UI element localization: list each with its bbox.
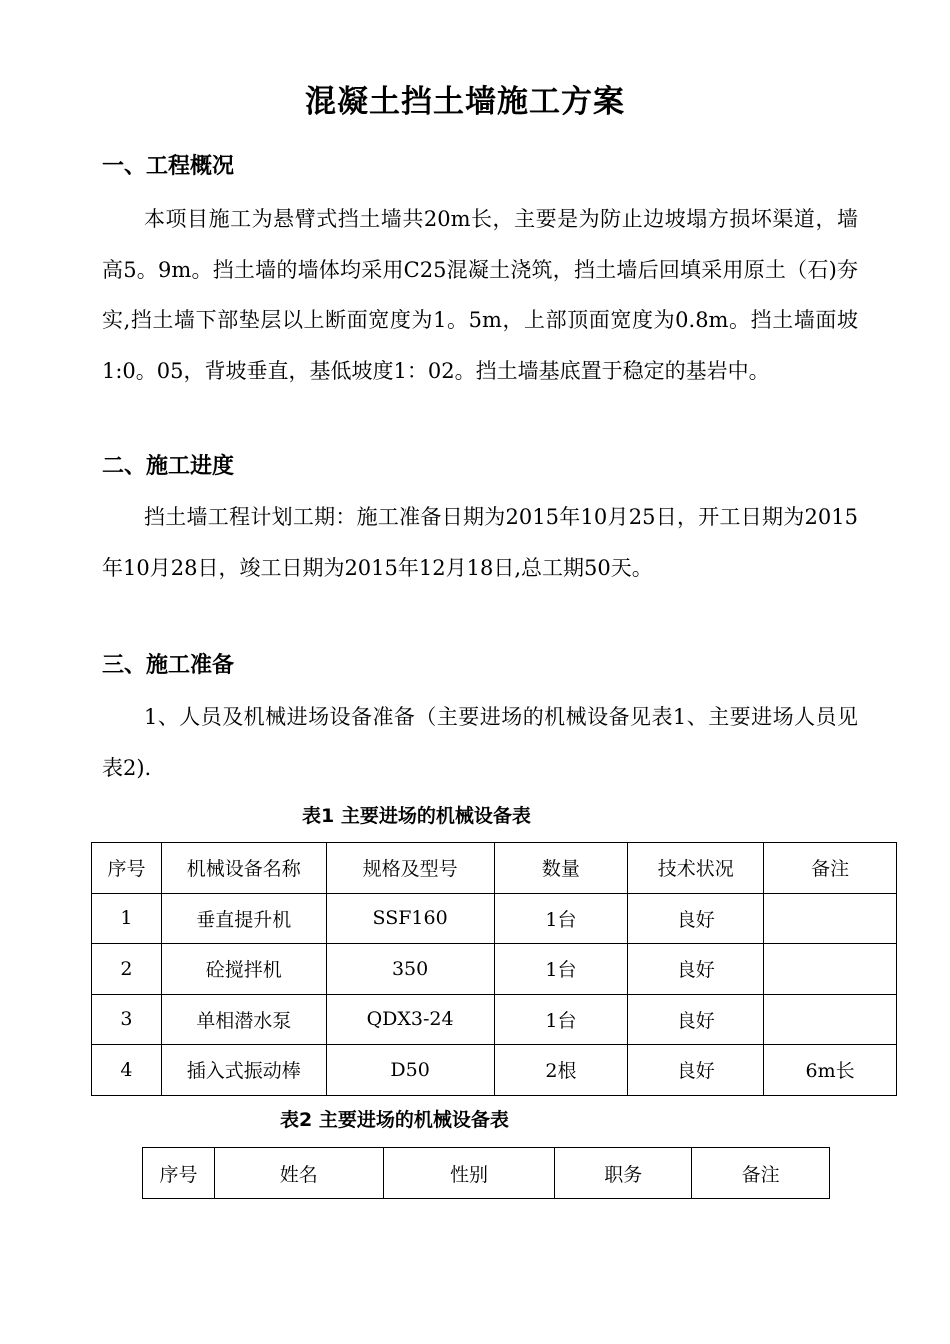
header-cell: 姓名 [214,1148,383,1199]
header-cell: 序号 [143,1148,215,1199]
table-cell: 1台 [494,893,628,944]
table-cell: D50 [326,1045,494,1096]
table-cell: 1 [92,893,162,944]
table-cell: 350 [326,944,494,995]
table-cell: QDX3-24 [326,994,494,1045]
personnel-table [142,1147,830,1199]
header-cell: 备注 [764,843,897,894]
table-row [92,893,897,944]
table-cell [764,893,897,944]
header-cell: 序号 [92,843,162,894]
table-row [92,994,897,1045]
table-row [92,944,897,995]
header-cell: 职务 [555,1148,692,1199]
header-cell: 备注 [692,1148,830,1199]
section-paragraph-overview: 本项目施工为悬臂式挡土墙共20m长，主要是为防止边坡塌方损坏渠道，墙高5。9m。挡土墙的墙体均采用C25混凝土浇筑，挡土墙后回填采用原土（石)夯实,挡土墙下部垫层以上断面宽度为1。5m，上部顶面宽度为0.8m。挡土墙面坡1:0。05，背坡垂直，基低坡度1：02。挡土墙基底置于稳定的基岩中。 [102,207,858,383]
table-header-row [143,1148,830,1199]
table-cell: 良好 [628,994,764,1045]
section-paragraph-schedule: 挡土墙工程计划工期：施工准备日期为2015年10月25日，开工日期为2015年10月28日，竣工日期为2015年12月18日,总工期50天。 [102,505,858,580]
table-cell: 良好 [628,944,764,995]
table-cell: 4 [92,1045,162,1096]
table2-caption: 表2 主要进场的机械设备表 [280,1109,509,1131]
table-cell: 良好 [628,893,764,944]
table-cell: 良好 [628,1045,764,1096]
section-heading-schedule: 二、施工进度 [102,454,235,479]
header-cell: 数量 [494,843,628,894]
table-header-row [92,843,897,894]
table-cell: 垂直提升机 [161,893,326,944]
table-cell: SSF160 [326,893,494,944]
table-cell: 3 [92,994,162,1045]
table1-caption: 表1 主要进场的机械设备表 [302,805,531,827]
table-cell: 砼搅拌机 [161,944,326,995]
header-cell: 机械设备名称 [161,843,326,894]
section-heading-preparation: 三、施工准备 [102,653,235,678]
header-cell: 性别 [383,1148,555,1199]
table-cell [764,994,897,1045]
table-cell: 1台 [494,994,628,1045]
table-cell: 单相潜水泵 [161,994,326,1045]
section-paragraph-preparation: 1、人员及机械进场设备准备（主要进场的机械设备见表1、主要进场人员见表2). [102,705,858,780]
table-cell [764,944,897,995]
header-cell: 规格及型号 [326,843,494,894]
table-cell: 2根 [494,1045,628,1096]
header-cell: 技术状况 [628,843,764,894]
table-row [92,1045,897,1096]
table-cell: 6m长 [764,1045,897,1096]
document-title: 混凝土挡土墙施工方案 [305,84,625,120]
section-heading-overview: 一、工程概况 [102,154,235,179]
table-cell: 1台 [494,944,628,995]
table-cell: 2 [92,944,162,995]
table-cell: 插入式振动棒 [161,1045,326,1096]
equipment-table [91,842,897,1096]
